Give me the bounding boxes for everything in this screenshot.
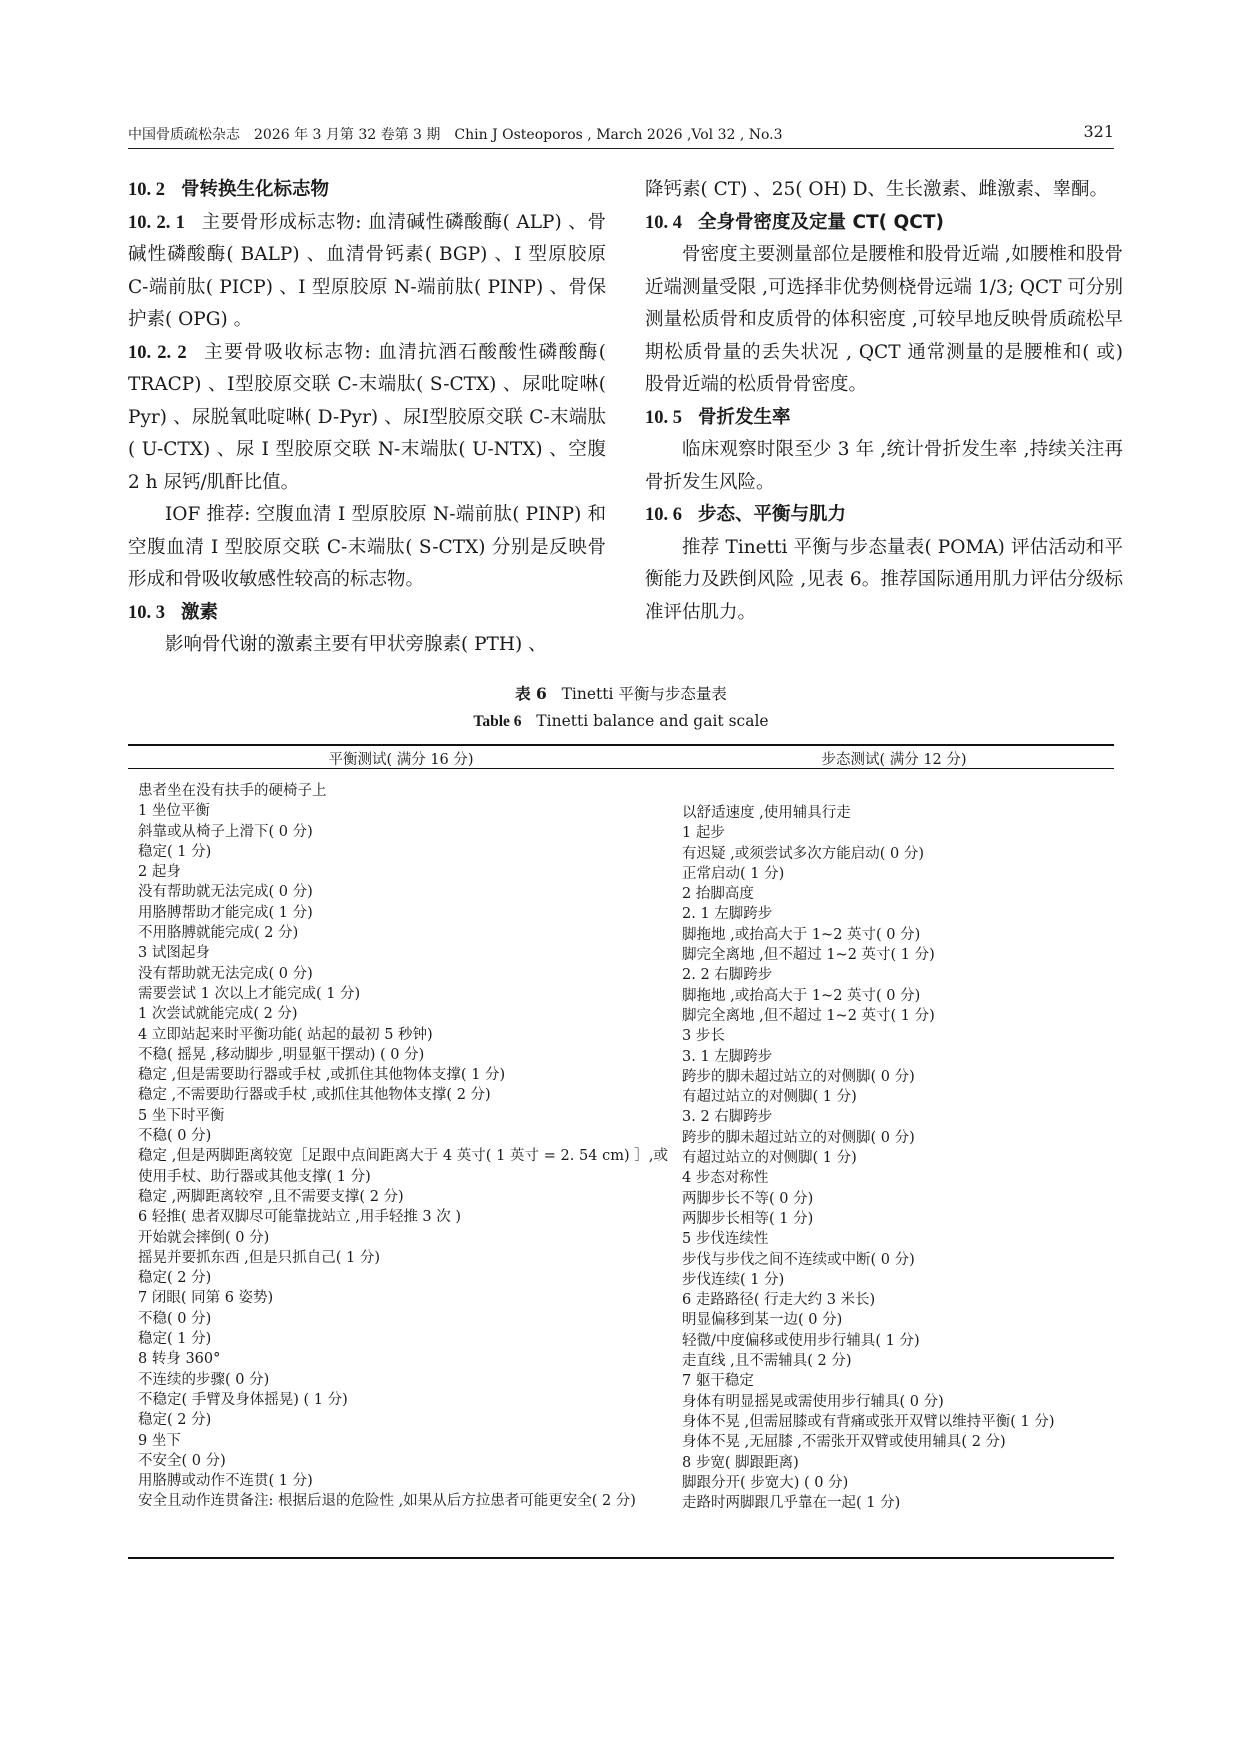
table-line: 1 起步 <box>682 825 725 842</box>
gait-header: 步态测试( 满分 12 分) <box>821 752 967 768</box>
table-bottom-rule <box>128 1557 1114 1559</box>
journal-info: 中国骨质疏松杂志 2026 年 3 月第 32 卷第 3 期 Chin J Osteoporos , March 2026 ,Vol 32 , No.3 <box>128 127 783 143</box>
table-line: 1 坐位平衡 <box>138 803 210 820</box>
tinetti-table <box>128 744 1114 1559</box>
heading-10-5: 10. 5 骨折发生率 <box>645 406 791 428</box>
table-line: 1 次尝试就能完成( 2 分) <box>138 1006 298 1023</box>
table-line: 稳定( 2 分) <box>138 1270 212 1287</box>
balance-column <box>138 781 668 1512</box>
table-line: 跨步的脚未超过站立的对侧脚( 0 分) <box>682 1129 915 1146</box>
table-line: 4 立即站起来时平衡功能( 站起的最初 5 秒钟) <box>138 1026 433 1043</box>
table-line: 没有帮助就无法完成( 0 分) <box>138 884 313 901</box>
table-line: 明显偏移到某一边( 0 分) <box>682 1312 843 1329</box>
hormone-paragraph: 影响骨代谢的激素主要有甲状旁腺素( PTH) 、 <box>165 634 547 655</box>
right-column <box>645 174 1123 629</box>
table-line: 脚完全离地 ,但不超过 1~2 英寸( 1 分) <box>682 1007 935 1024</box>
table-line: 有超过站立的对侧脚( 1 分) <box>682 1089 857 1106</box>
table-line: 步伐连续( 1 分) <box>682 1271 785 1288</box>
table-line: 2. 1 左脚跨步 <box>682 906 773 923</box>
table-line: 9 坐下 <box>138 1432 181 1449</box>
table-line: 7 闭眼( 同第 6 姿势) <box>138 1290 274 1307</box>
table-line: 走路时两脚跟几乎靠在一起( 1 分) <box>682 1495 901 1512</box>
table-line: 脚拖地 ,或抬高大于 1~2 英寸( 0 分) <box>682 987 921 1004</box>
fracture-paragraph: 临床观察时限至少 3 年 ,统计骨折发生率 ,持续关注再骨折发生风险。 <box>645 439 1123 493</box>
table-line: 8 转身 360° <box>138 1351 221 1368</box>
table-line: 不稳定( 手臂及身体摇晃) ( 1 分) <box>138 1391 348 1408</box>
table-line: 稳定 ,但是需要助行器或手杖 ,或抓住其他物体支撑( 1 分) <box>138 1067 506 1084</box>
table-line: 两脚步长相等( 1 分) <box>682 1210 814 1227</box>
table-line: 5 坐下时平衡 <box>138 1107 225 1124</box>
table-line: 身体有明显摇晃或需使用步行辅具( 0 分) <box>682 1393 944 1410</box>
table-line: 不稳( 0 分) <box>138 1128 212 1145</box>
table-caption-zh: 表 6 Tinetti 平衡与步态量表 <box>515 684 727 703</box>
hormone-continued: 降钙素( CT) 、25( OH) D、生长激素、雌激素、睾酮。 <box>645 179 1109 200</box>
table-line: 开始就会摔倒( 0 分) <box>138 1229 270 1246</box>
table-line: 6 走路路径( 行走大约 3 米长) <box>682 1292 876 1309</box>
iof-paragraph: IOF 推荐: 空腹血清 I 型原胶原 N-端前肽( PINP) 和空腹血清 I 型胶原交联 C-末端肽( S-CTX) 分别是反映骨形成和骨吸收敏感性较高的标志物。 <box>128 504 606 590</box>
table-line: 不连续的步骤( 0 分) <box>138 1371 270 1388</box>
table-line: 2 起身 <box>138 864 181 881</box>
table-line: 脚跟分开( 步宽大) ( 0 分) <box>682 1474 849 1491</box>
table-line: 5 步伐连续性 <box>682 1231 769 1248</box>
table-line: 稳定( 1 分) <box>138 843 212 860</box>
table-line: 安全且动作连贯备注: 根据后退的危险性 ,如果从后方拉患者可能更安全( 2 分) <box>138 1493 636 1510</box>
table-line: 斜靠或从椅子上滑下( 0 分) <box>138 823 313 840</box>
table-line: 走直线 ,且不需辅具( 2 分) <box>682 1353 852 1370</box>
table-line: 3 步长 <box>682 1028 725 1045</box>
table-line: 稳定( 2 分) <box>138 1412 212 1429</box>
table-line: 3. 1 左脚跨步 <box>682 1048 773 1065</box>
table-body <box>128 769 1114 1557</box>
balance-header: 平衡测试( 满分 16 分) <box>328 752 474 768</box>
table-line: 稳定 ,两脚距离较窄 ,且不需要支撑( 2 分) <box>138 1188 404 1205</box>
table-line: 步伐与步伐之间不连续或中断( 0 分) <box>682 1251 915 1268</box>
left-column <box>128 174 606 662</box>
table-line: 有超过站立的对侧脚( 1 分) <box>682 1150 857 1167</box>
table-line: 2 抬脚高度 <box>682 886 754 903</box>
section-10-2-1: 10. 2. 1 主要骨形成标志物: 血清碱性磷酸酶( ALP) 、骨碱性磷酸酶( BALP) 、血清骨钙素( BGP) 、I 型原胶原 C-端前肽( PICP) 、I 型原胶原 N-端前肽( PINP) 、骨保护素( OPG) 。 <box>128 211 607 330</box>
table-line: 3 试图起身 <box>138 945 210 962</box>
table-line: 没有帮助就无法完成( 0 分) <box>138 965 313 982</box>
bmd-paragraph: 骨密度主要测量部位是腰椎和股骨近端 ,如腰椎和股骨近端测量受限 ,可选择非优势侧桡骨远端 1/3; QCT 可分别测量松质骨和皮质骨的体积密度 ,可较早地反映骨质疏松早期松质骨量的丢失状况 , QCT 通常测量的是腰椎和( 或) 股骨近端的松质骨骨密度。 <box>645 244 1123 395</box>
table-header-row <box>128 746 1114 769</box>
table-line: 稳定 ,但是两脚距离较宽［足跟中点间距离大于 4 英寸( 1 英寸 = 2. 54 cm) ］,或使用手杖、助行器或其他支撑( 1 分) <box>138 1148 668 1185</box>
table-line: 患者坐在没有扶手的硬椅子上 <box>138 783 327 799</box>
table-line: 稳定( 1 分) <box>138 1331 212 1348</box>
table-line: 不稳( 摇晃 ,移动脚步 ,明显躯干摆动) ( 0 分) <box>138 1046 425 1063</box>
table-line: 2. 2 右脚跨步 <box>682 967 773 984</box>
heading-10-3: 10. 3 激素 <box>128 601 219 623</box>
table-line: 不安全( 0 分) <box>138 1452 226 1469</box>
gait-paragraph: 推荐 Tinetti 平衡与步态量表( POMA) 评估活动和平衡能力及跌倒风险 ,见表 6。推荐国际通用肌力评估分级标准评估肌力。 <box>645 536 1123 623</box>
section-10-2-2: 10. 2. 2 主要骨吸收标志物: 血清抗酒石酸酸性磷酸酶( TRACP) 、Ⅰ型胶原交联 C-末端肽( S-CTX) 、尿吡啶啉( Pyr) 、尿脱氧吡啶啉( D-Pyr) 、尿Ⅰ型胶原交联 C-末端肽( U-CTX) 、尿 I 型胶原交联 N-末端肽( U-NTX) 、空腹 2 h 尿钙/肌酐比值。 <box>128 341 606 493</box>
heading-10-6: 10. 6 步态、平衡与肌力 <box>645 504 847 525</box>
table-caption-en: Table 6 Tinetti balance and gait scale <box>473 712 769 730</box>
table-line: 8 步宽( 脚跟距离) <box>682 1454 799 1471</box>
table-line: 不稳( 0 分) <box>138 1310 212 1327</box>
running-header <box>128 122 1114 149</box>
heading-10-2: 10. 2 骨转换生化标志物 <box>128 179 330 200</box>
table-line: 不用胳膊就能完成( 2 分) <box>138 925 299 942</box>
table-line: 7 躯干稳定 <box>682 1373 754 1390</box>
table-line: 用胳膊或动作不连贯( 1 分) <box>138 1473 313 1490</box>
table-line: 6 轻推( 患者双脚尽可能靠拢站立 ,用手轻推 3 次 ) <box>138 1209 462 1226</box>
table-line: 身体不晃 ,无屈膝 ,不需张开双臂或使用辅具( 2 分) <box>682 1434 1006 1451</box>
table-line: 两脚步长不等( 0 分) <box>682 1190 814 1207</box>
page-number: 321 <box>1083 122 1114 141</box>
table-line: 脚完全离地 ,但不超过 1~2 英寸( 1 分) <box>682 947 935 964</box>
table-line: 有迟疑 ,或须尝试多次方能启动( 0 分) <box>682 845 924 862</box>
table-line: 以舒适速度 ,使用辅具行走 <box>682 805 851 821</box>
gait-column <box>682 803 1112 1513</box>
table-line: 正常启动( 1 分) <box>682 865 785 882</box>
table-line: 身体不晃 ,但需屈膝或有背痛或张开双臂以维持平衡( 1 分) <box>682 1413 1055 1430</box>
table-line: 4 步态对称性 <box>682 1170 769 1187</box>
table-line: 轻微/中度偏移或使用步行辅具( 1 分) <box>682 1332 920 1349</box>
heading-10-4: 10. 4 全身骨密度及定量 CT( QCT) <box>645 211 944 233</box>
table-line: 稳定 ,不需要助行器或手杖 ,或抓住其他物体支撑( 2 分) <box>138 1087 491 1104</box>
table-line: 脚拖地 ,或抬高大于 1~2 英寸( 0 分) <box>682 926 921 943</box>
table-line: 需要尝试 1 次以上才能完成( 1 分) <box>138 985 361 1002</box>
table-line: 用胳膊帮助才能完成( 1 分) <box>138 904 313 921</box>
table-line: 摇晃并要抓东西 ,但是只抓自己( 1 分) <box>138 1249 380 1266</box>
table-line: 3. 2 右脚跨步 <box>682 1109 773 1126</box>
table-line: 跨步的脚未超过站立的对侧脚( 0 分) <box>682 1068 915 1085</box>
